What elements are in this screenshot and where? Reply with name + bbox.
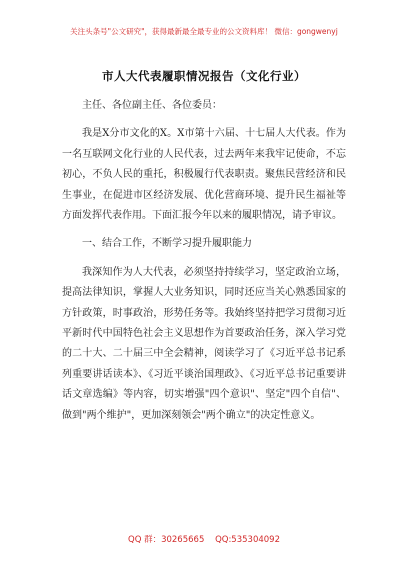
- document-body: [62, 96, 346, 434]
- footer-contact: [0, 533, 408, 545]
- footer-qq-group: QQ 群：30265665: [128, 535, 205, 545]
- document-title: 市人大代表履职情况报告（文化行业）: [102, 69, 306, 83]
- paragraph: 我深知作为人大代表，必须坚持持续学习，坚定政治立场，提高法律知识，掌握人大业务知识，同时还应当关心熟悉国家的方针政策，时事政治，形势任务等。我始终坚持把学习贯彻习近平新时代中国特色社会主义思想作为首要政治任务，深入学习党的二十大、二十届三中全会精神，阅读学习了《习近平总书记系列重要讲话读本》、《习近平谈治国理政》、《习近平总书记重要讲话文章选编》等内容，切实增强"四个意识"、坚定"四个自信"、做到"两个维护"，更加深刻领会"两个确立"的决定性意义。: [62, 266, 346, 421]
- section-heading: 一、结合工作，不断学习提升履职能力: [82, 238, 252, 250]
- salutation: 主任、各位副主任、各位委员：: [82, 100, 222, 111]
- header-banner: 关注头条号"公文研究"，获得最新最全最专业的公文资料库！ 微信：gongwenyj: [70, 27, 338, 36]
- paragraph: 我是X分市文化的X。X市第十六届、十七届人大代表。作为一名互联网文化行业的人民代表，过去两年来我牢记使命，不忘初心，不负人民的重托，积极履行代表职责。聚焦民营经济和民生事业，在促进市区经济发展、优化营商环境、提升民生福祉等方面发挥代表作用。下面汇报今年以来的履职情况，请予审议。: [62, 128, 346, 222]
- footer-qq-number: QQ:535304092: [215, 535, 280, 545]
